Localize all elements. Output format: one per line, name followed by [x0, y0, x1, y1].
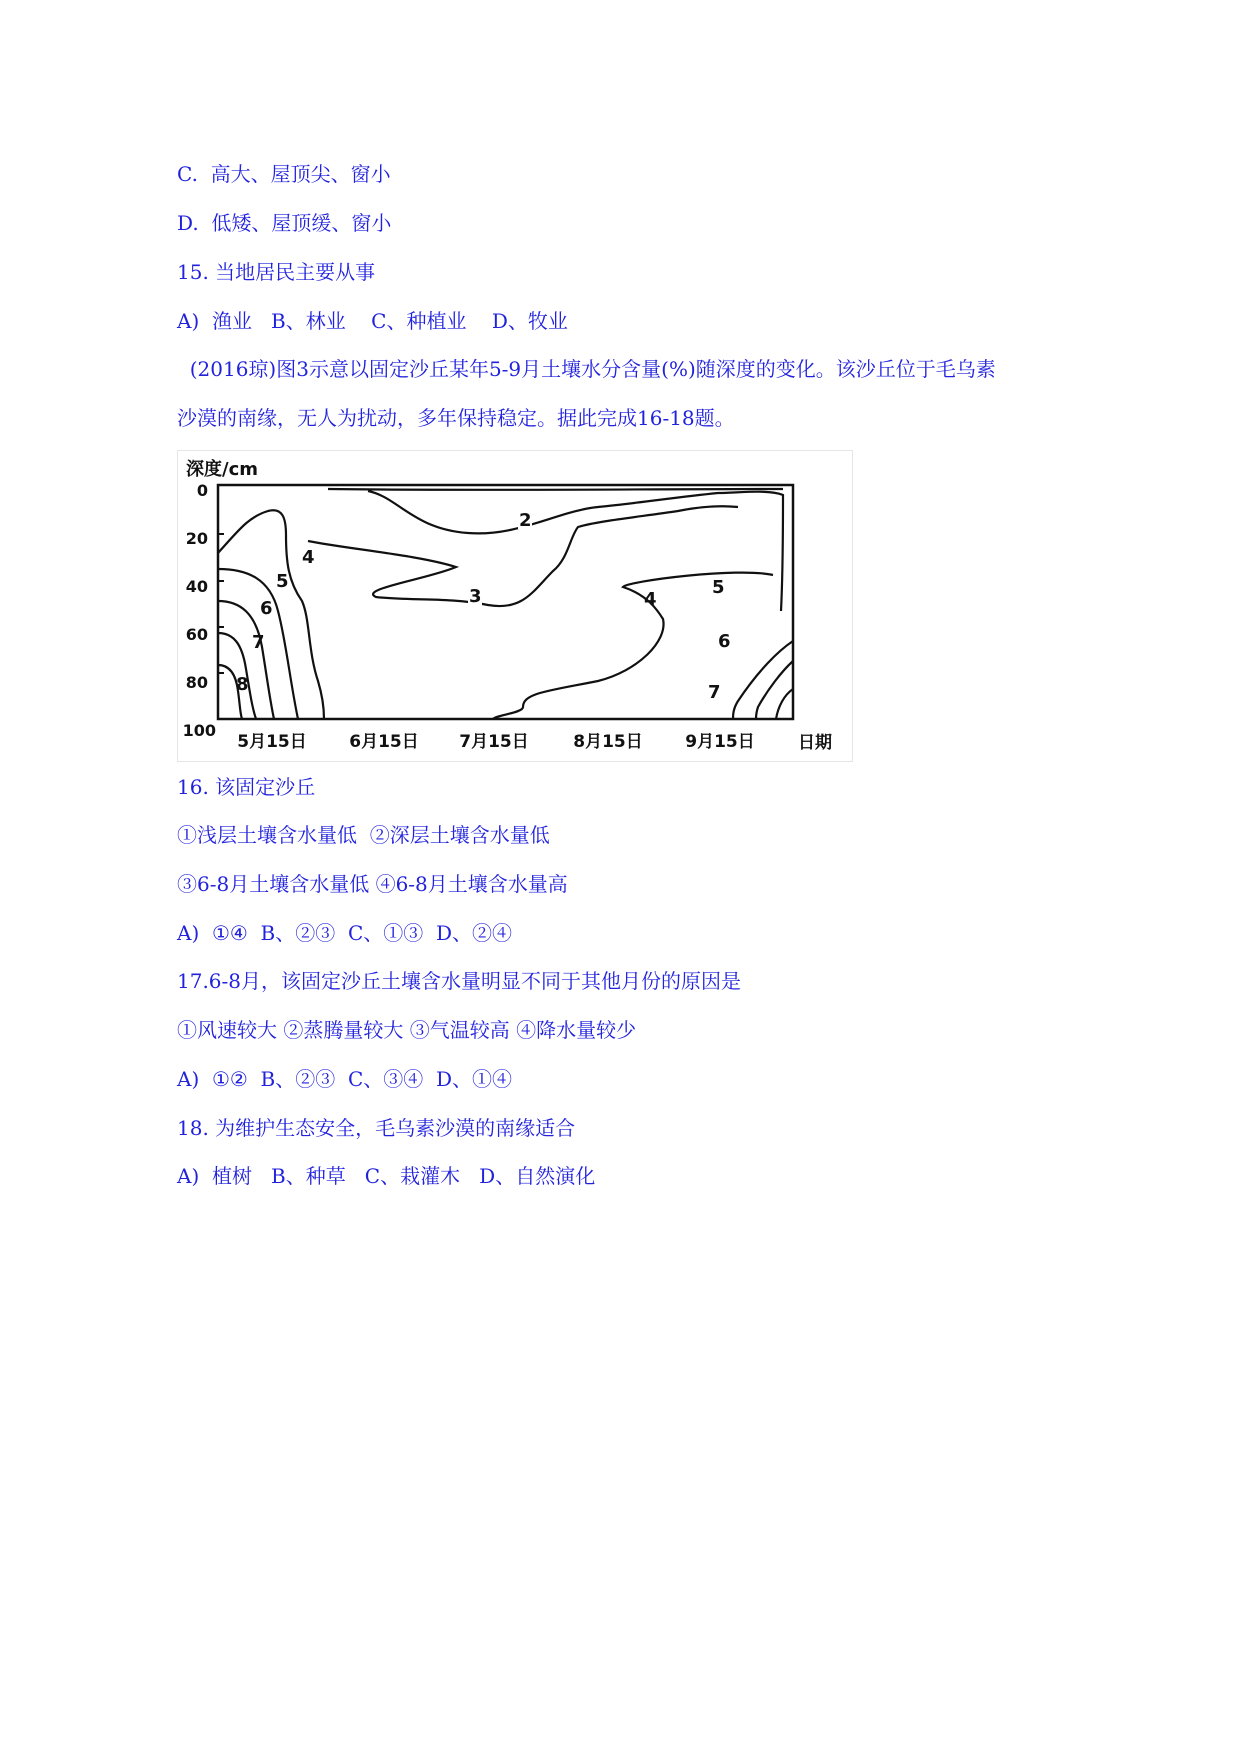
contour-label-3: 3	[469, 586, 482, 607]
contour-label-6-right: 6	[718, 631, 731, 652]
y-tick-100: 100	[182, 721, 216, 740]
contour-label-8: 8	[236, 674, 249, 695]
contour-7-right	[776, 689, 793, 719]
contour-lines	[218, 489, 793, 719]
options-q18: A) 植树 B、种草 C、栽灌木 D、自然演化	[177, 1164, 596, 1188]
contour-chart-svg	[178, 451, 854, 763]
question-16: 16. 该固定沙丘	[177, 775, 316, 799]
contour-label-7-left: 7	[252, 632, 265, 653]
y-tick-40: 40	[185, 577, 208, 596]
option-d-q14: D. 低矮、屋顶缓、窗小	[177, 211, 392, 235]
contour-surface	[328, 489, 783, 490]
question-15: 15. 当地居民主要从事	[177, 260, 376, 284]
statements-q16-a: ①浅层土壤含水量低 ②深层土壤含水量低	[177, 823, 550, 847]
plot-frame	[218, 485, 793, 719]
y-tick-80: 80	[185, 673, 208, 692]
question-18: 18. 为维护生态安全，毛乌素沙漠的南缘适合	[177, 1116, 576, 1140]
y-tick-labels	[183, 481, 216, 740]
y-tick-60: 60	[185, 625, 208, 644]
options-q15: A) 渔业 B、林业 C、种植业 D、牧业	[177, 309, 568, 333]
options-q17: A) ①② B、②③ C、③④ D、①④	[177, 1067, 512, 1091]
contour-label-2: 2	[519, 510, 532, 531]
contour-value-labels	[236, 509, 731, 703]
x-tick-sep15: 9月15日	[685, 732, 755, 752]
x-axis-label: 日期	[798, 733, 832, 753]
option-c-q14: C. 高大、屋顶尖、窗小	[177, 162, 391, 186]
statements-q17: ①风速较大 ②蒸腾量较大 ③气温较高 ④降水量较少	[177, 1018, 637, 1042]
contour-label-4-left: 4	[302, 547, 315, 568]
x-tick-labels	[237, 732, 832, 753]
contour-4-right	[493, 573, 773, 719]
x-tick-jun15: 6月15日	[349, 732, 419, 752]
contour-5-right	[733, 641, 793, 719]
contour-label-7-right: 7	[708, 682, 721, 703]
question-17: 17.6-8月，该固定沙丘土壤含水量明显不同于其他月份的原因是	[177, 969, 742, 993]
intro-paragraph-line-1: (2016琼)图3示意以固定沙丘某年5-9月土壤水分含量(%)随深度的变化。该沙丘位于毛乌素	[177, 357, 996, 381]
contour-label-5-left: 5	[276, 571, 289, 592]
x-tick-may15: 5月15日	[237, 732, 307, 752]
statements-q16-b: ③6-8月土壤含水量低 ④6-8月土壤含水量高	[177, 872, 568, 896]
y-axis-label: 深度/cm	[186, 459, 258, 480]
contour-label-5-right: 5	[712, 577, 725, 598]
y-tick-0: 0	[196, 481, 208, 500]
intro-paragraph-line-2: 沙漠的南缘，无人为扰动，多年保持稳定。据此完成16-18题。	[177, 406, 735, 430]
contour-label-4-right: 4	[644, 589, 657, 610]
contour-label-6-left: 6	[260, 598, 273, 619]
y-tick-20: 20	[185, 529, 208, 548]
soil-moisture-contour-figure	[177, 450, 853, 762]
x-tick-aug15: 8月15日	[573, 732, 643, 752]
options-q16: A) ①④ B、②③ C、①③ D、②④	[177, 921, 512, 945]
x-tick-jul15: 7月15日	[459, 732, 529, 752]
